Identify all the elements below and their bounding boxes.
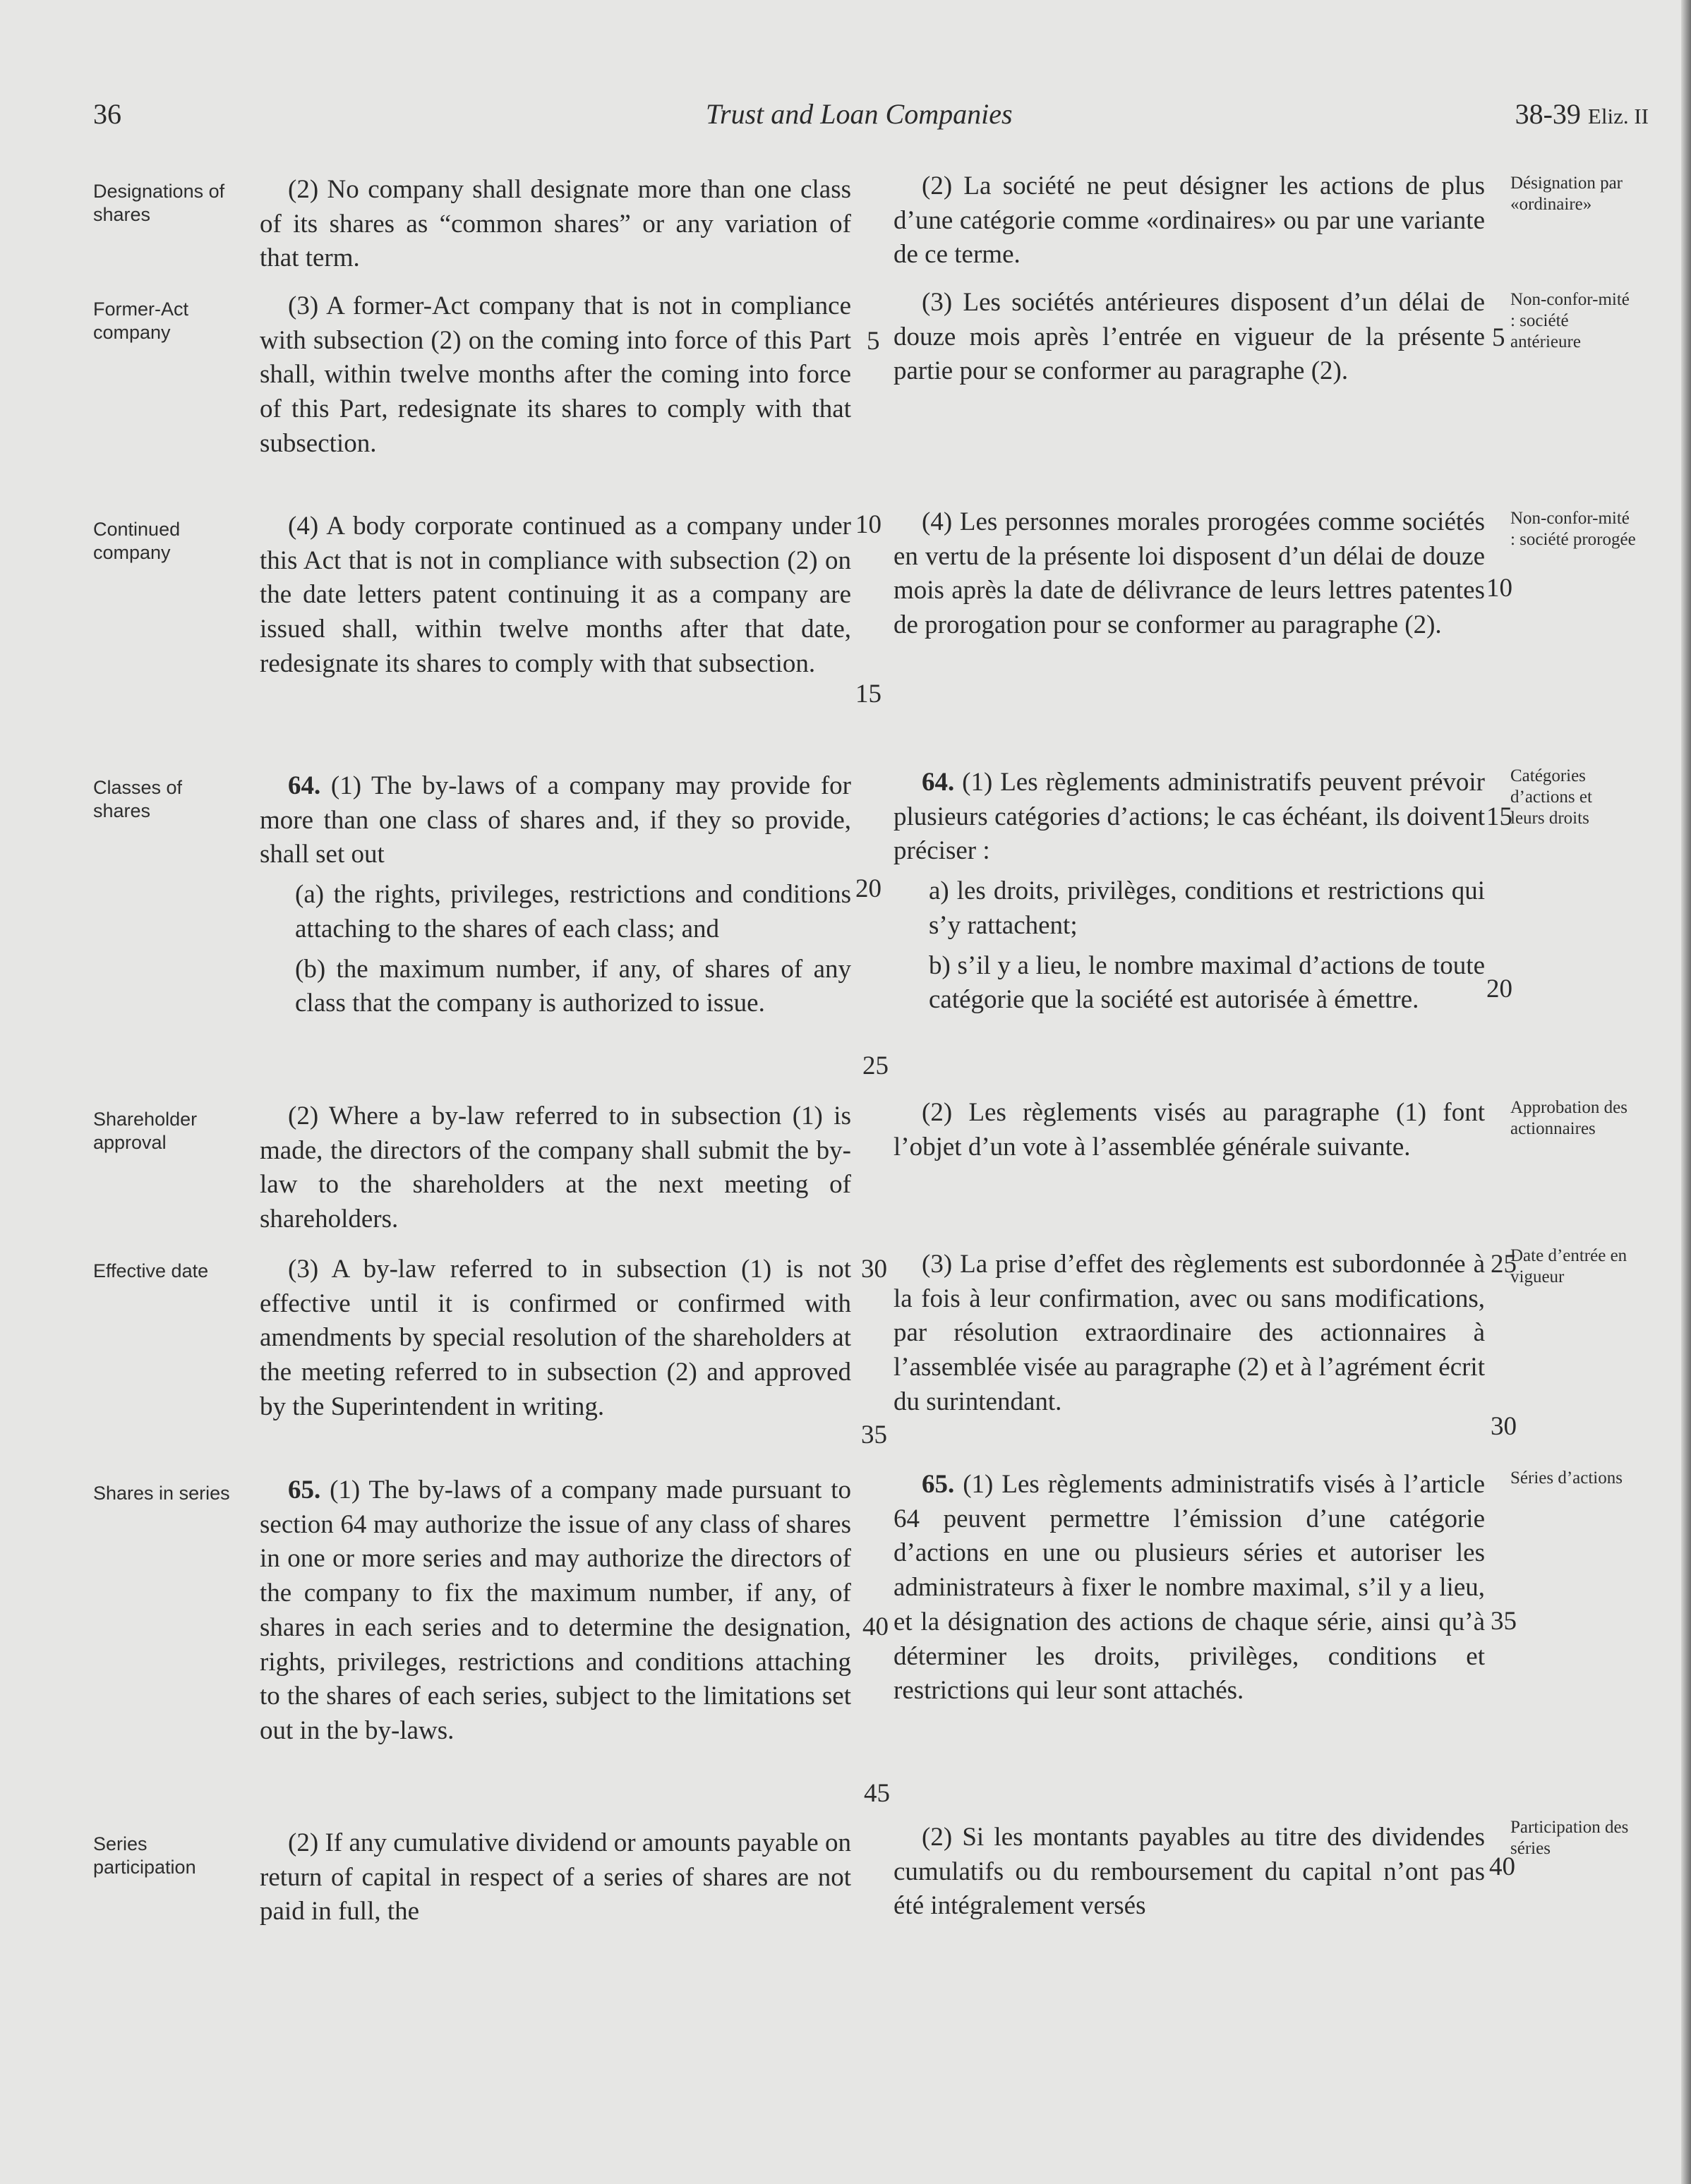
section-64-2-fr: (2) Les règlements visés au paragraphe (1) font l’objet d’un vote à l’assemblée générale suivante.: [893, 1098, 1485, 1162]
margin-note-fr: Participation des séries: [1510, 1818, 1629, 1858]
section-63-3-en: (3) A former-Act company that is not in compliance with subsection (2) on the coming into force of this Part shall, within twelve months after the coming into force of this Part, redesignate its shares to comply with that subsection.: [260, 291, 851, 458]
margin-note-fr: Séries d’actions: [1510, 1468, 1623, 1488]
paragraph-a: (a) the rights, privileges, restrictions and conditions attaching to the shares of each class; and: [295, 880, 851, 943]
section-63-2-en: (2) No company shall designate more than one class of its shares as “common shares” or any variation of that term.: [260, 175, 851, 273]
volume-reference: 38-39 Eliz. II: [1515, 98, 1649, 130]
running-title: Trust and Loan Companies: [706, 98, 1013, 130]
margin-note-en: Former-Act company: [93, 298, 188, 343]
section-65-1-fr: 65. (1) Les règlements administratifs visés à l’article 64 peuvent permettre l’émission d’une catégorie d’actions en une ou plusieurs séries et autoriser les administrateurs à fixer le nombre maximal, s’il y a lieu, et la désignation des actions de chaque série, ainsi qu’à déterminer les droits, privilèges, conditions et restrictions qui leur sont attachés.: [893, 1470, 1485, 1706]
line-number: 25: [862, 1051, 889, 1080]
section-65-2-fr: (2) Si les montants payables au titre des dividendes cumulatifs ou du remboursement du capital n’ont pas été intégralement versés: [893, 1823, 1485, 1921]
margin-note-fr: Date d’entrée en vigueur: [1510, 1246, 1627, 1286]
page-number: 36: [93, 98, 121, 130]
margin-note-en: Continued company: [93, 519, 181, 563]
line-number: 40: [1489, 1852, 1515, 1881]
section-64-1-en: 64. (1) The by-laws of a company may provide for more than one class of shares and, if they so provide, shall set out (a) the rights, privileges, restrictions and conditions attaching to the shares of each class; and (b) the maximum number, if any, of shares of any class that the company is authorized to issue.: [260, 769, 851, 1021]
section-65-2-en: (2) If any cumulative dividend or amounts payable on return of capital in respect of a series of shares are not paid in full, the: [260, 1828, 851, 1926]
page-edge-shadow: [1681, 0, 1691, 2184]
line-number: 15: [855, 680, 881, 708]
margin-note-en: Shareholder approval: [93, 1109, 198, 1153]
section-64-1-fr: 64. (1) Les règlements administratifs peuvent prévoir plusieurs catégories d’actions; le cas échéant, ils doivent préciser : a) les droits, privilèges, conditions et restrictions qui s’y rattachent; b) s’il y a lieu, le nombre maximal d’actions de toute catégorie que la société est autorisée à émettre.: [893, 766, 1485, 1018]
section-63-2-fr: (2) La société ne peut désigner les actions de plus d’une catégorie comme «ordinaires» ou par une variante de ce terme.: [893, 171, 1485, 270]
section-number: 65.: [922, 1470, 955, 1499]
section-63-3-fr: (3) Les sociétés antérieures disposent d’un délai de douze mois après l’entrée en vigueur de la présente partie pour se conformer au paragraphe (2).: [893, 288, 1485, 386]
margin-note-fr: Non-confor-mité : société antérieure: [1510, 290, 1630, 351]
line-number: 25: [1491, 1250, 1517, 1279]
margin-note-en: Effective date: [93, 1260, 209, 1281]
paragraph-b: (b) the maximum number, if any, of shares of any class that the company is authorized to issue.: [295, 954, 851, 1018]
line-number: 30: [1491, 1412, 1517, 1441]
line-number: 30: [861, 1255, 887, 1284]
margin-note-en: Series participation: [93, 1833, 196, 1878]
margin-note-fr: Non-confor-mité : société prorogée: [1510, 509, 1636, 549]
line-number: 10: [855, 510, 881, 539]
section-64-3-en: (3) A by-law referred to in subsection (1) is not effective until it is confirmed or confirmed with amendments by special resolution of the shareholders at the meeting referred to in subsection (2) and approved by the Superintendent in writing.: [260, 1255, 851, 1421]
line-number: 5: [1492, 323, 1505, 352]
line-number: 10: [1486, 574, 1512, 603]
section-number: 65.: [288, 1476, 321, 1504]
line-number: 15: [1486, 802, 1512, 831]
line-number: 35: [861, 1420, 887, 1449]
line-number: 5: [867, 327, 880, 356]
section-65-1-en: 65. (1) The by-laws of a company made pursuant to section 64 may authorize the issue of any class of shares in one or more series and may authorize the directors of the company to fix the maximum number, if any, of shares in each series and to determine the designation, rights, privileges, restrictions and conditions attaching to the shares of each series, subject to the limitations set out in the by-laws.: [260, 1476, 851, 1745]
line-number: 35: [1491, 1607, 1517, 1636]
section-64-2-en: (2) Where a by-law referred to in subsection (1) is made, the directors of the company shall submit the by-law to the shareholders at the next meeting of shareholders.: [260, 1102, 851, 1234]
margin-note-en: Classes of shares: [93, 777, 183, 821]
margin-note-en: Shares in series: [93, 1483, 230, 1504]
section-63-4-en: (4) A body corporate continued as a company under this Act that is not in compliance with subsection (2) on the date letters patent continuing it as a company are issued shall, within twelve months after that date, redesignate its shares to comply with that subsection.: [260, 512, 851, 678]
paragraph-a: a) les droits, privilèges, conditions et restrictions qui s’y rattachent;: [929, 876, 1485, 940]
section-number: 64.: [922, 768, 955, 797]
section-number: 64.: [288, 771, 321, 800]
section-63-4-fr: (4) Les personnes morales prorogées comme sociétés en vertu de la présente loi disposent d’un délai de douze mois après la date de délivrance de leurs lettres patentes de prorogation pour se conformer au paragraphe (2).: [893, 507, 1485, 640]
line-number: 20: [855, 874, 881, 903]
line-number: 20: [1486, 975, 1512, 1003]
line-number: 40: [862, 1612, 889, 1641]
margin-note-fr: Approbation des actionnaires: [1510, 1098, 1627, 1138]
paragraph-b: b) s’il y a lieu, le nombre maximal d’actions de toute catégorie que la société est autorisée à émettre.: [929, 951, 1485, 1015]
section-64-3-fr: (3) La prise d’effet des règlements est subordonnée à la fois à leur confirmation, avec ou sans modifications, par résolution extraordinaire des actionnaires à l’assemblée visée au paragraphe (2) et à l’agrément écrit du surintendant.: [893, 1250, 1485, 1416]
margin-note-fr: Désignation par «ordinaire»: [1510, 174, 1623, 214]
line-number: 45: [864, 1779, 890, 1808]
margin-note-fr: Catégories d’actions et leurs droits: [1510, 766, 1592, 828]
margin-note-en: Designations of shares: [93, 181, 225, 225]
